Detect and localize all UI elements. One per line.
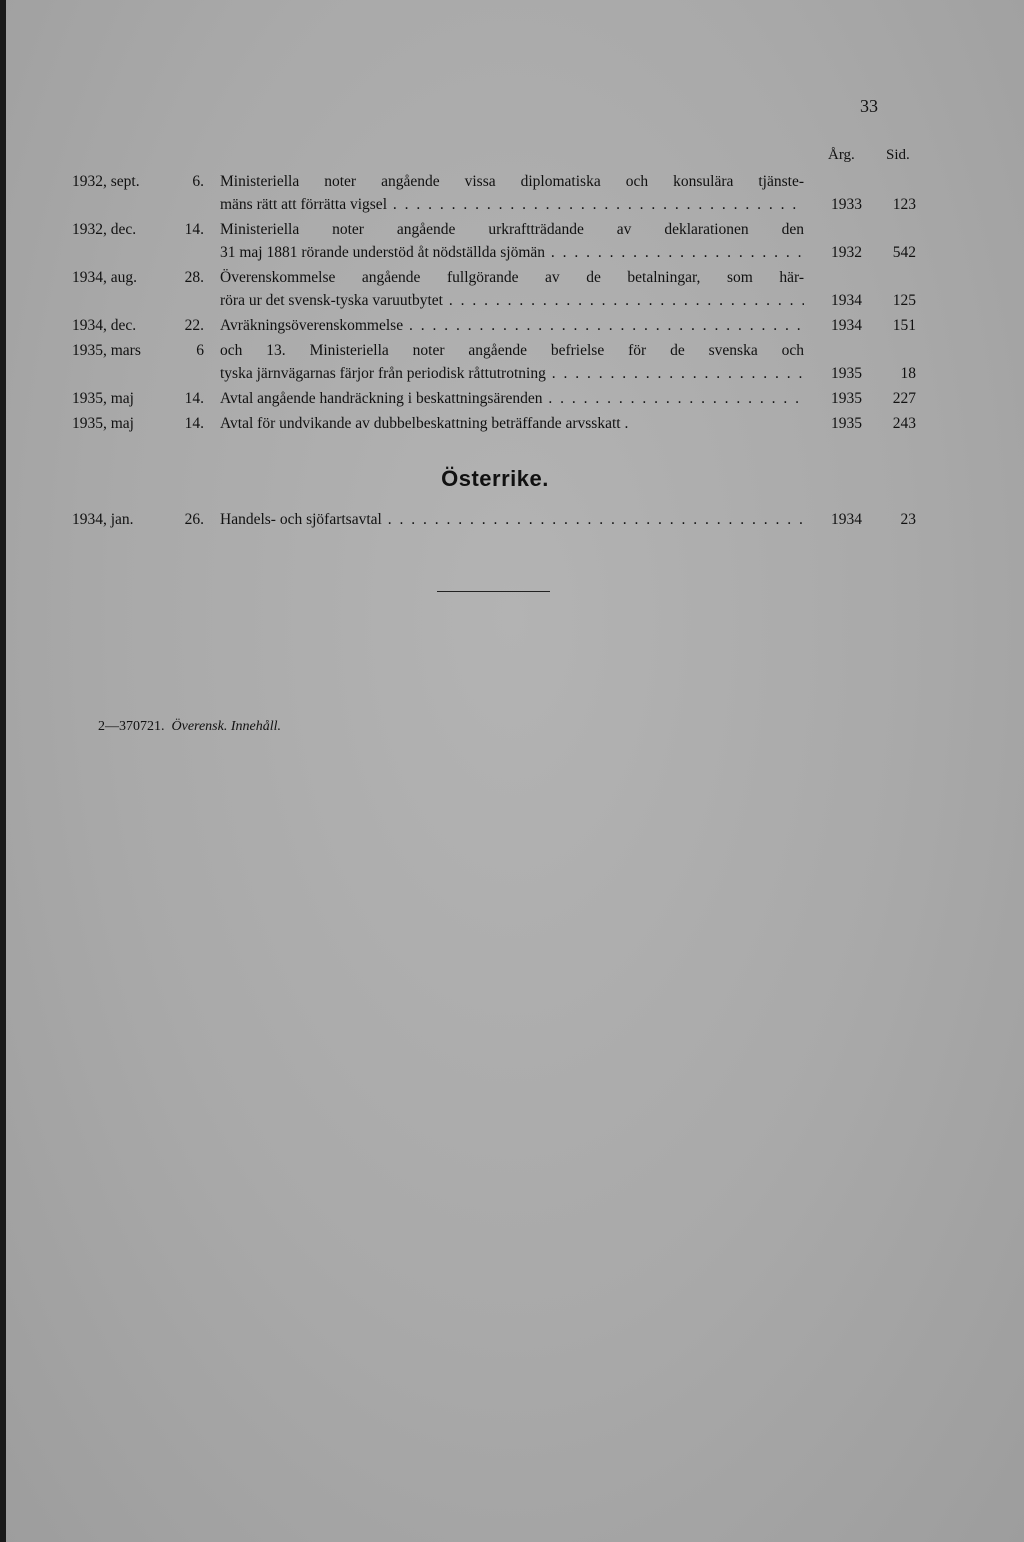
entry-page: 18 bbox=[900, 365, 916, 382]
entry-year: 1935 bbox=[831, 365, 862, 382]
entry-title-line: röra ur det svensk-tyska varuutbytet . . . bbox=[220, 289, 804, 312]
entry-title-line: mäns rätt att förrätta vigsel . . . bbox=[220, 193, 804, 216]
entry-day: 14. bbox=[184, 221, 204, 238]
entry-title-line: Ministeriella noter angående urkraftträdande av deklarationen den bbox=[220, 221, 804, 238]
entry-year: 1934 bbox=[831, 511, 862, 528]
footer-text: Överensk. Innehåll. bbox=[171, 719, 281, 734]
entry-page: 542 bbox=[892, 244, 916, 261]
entry-day: 14. bbox=[184, 415, 204, 432]
treaty-entry bbox=[0, 218, 1024, 264]
entry-title-line: tyska järnvägarnas färjor från periodisk råttutrotning . . . bbox=[220, 362, 804, 385]
treaty-entry bbox=[0, 412, 1024, 435]
entry-page: 151 bbox=[892, 317, 916, 334]
treaty-entry bbox=[0, 170, 1024, 216]
entry-title-line: 31 maj 1881 rörande understöd åt nödställda sjömän . . . bbox=[220, 241, 804, 264]
entry-date: 1934, jan. bbox=[72, 511, 134, 528]
entry-title-line: Ministeriella noter angående vissa diplomatiska och konsulära tjänste- bbox=[220, 173, 804, 190]
entry-date: 1935, maj bbox=[72, 415, 134, 432]
section-heading: Österrike. bbox=[441, 466, 549, 491]
entry-year: 1932 bbox=[831, 244, 862, 261]
entry-title-line: Handels- och sjöfartsavtal . . . bbox=[220, 508, 804, 531]
entry-date: 1935, maj bbox=[72, 390, 134, 407]
footer-code: 2—370721. bbox=[98, 719, 165, 734]
entry-day: 14. bbox=[184, 390, 204, 407]
entry-page: 243 bbox=[892, 415, 916, 432]
treaty-entry bbox=[0, 339, 1024, 385]
entry-title-line: Överenskommelse angående fullgörande av de betalningar, som här- bbox=[220, 269, 804, 286]
entry-page: 227 bbox=[892, 390, 916, 407]
entry-date: 1935, mars bbox=[72, 342, 141, 359]
page-column-header: Sid. bbox=[886, 147, 910, 163]
treaty-entry bbox=[0, 266, 1024, 312]
entry-day: 26. bbox=[184, 511, 204, 528]
treaty-entry bbox=[0, 387, 1024, 410]
entry-year: 1933 bbox=[831, 196, 862, 213]
entry-date: 1932, dec. bbox=[72, 221, 137, 238]
entry-day: 6. bbox=[192, 173, 204, 190]
treaty-entry bbox=[0, 314, 1024, 337]
entry-year: 1934 bbox=[831, 317, 862, 334]
entry-year: 1934 bbox=[831, 292, 862, 309]
treaty-entry bbox=[0, 508, 1024, 531]
treaty-list bbox=[0, 170, 1024, 435]
entry-day: 6 bbox=[196, 342, 204, 359]
entry-page: 125 bbox=[892, 292, 916, 309]
entry-date: 1934, dec. bbox=[72, 317, 137, 334]
entry-title-line: Avtal angående handräckning i beskattningsärenden . . . bbox=[220, 387, 804, 410]
entry-page: 23 bbox=[900, 511, 916, 528]
entry-date: 1934, aug. bbox=[72, 269, 138, 286]
entry-day: 28. bbox=[184, 269, 204, 286]
entry-title-line: Avtal för undvikande av dubbelbeskattning beträffande arvsskatt . bbox=[220, 415, 629, 432]
entry-day: 22. bbox=[184, 317, 204, 334]
entry-year: 1935 bbox=[831, 415, 862, 432]
entry-page: 123 bbox=[892, 196, 916, 213]
entry-title-line: och 13. Ministeriella noter angående befrielse för de svenska och bbox=[220, 342, 804, 359]
year-column-header: Årg. bbox=[828, 147, 855, 163]
section-treaty-list bbox=[0, 508, 1024, 531]
entry-date: 1932, sept. bbox=[72, 173, 140, 190]
page-number: 33 bbox=[860, 96, 878, 116]
entry-title-line: Avräkningsöverenskommelse . . . bbox=[220, 314, 804, 337]
entry-year: 1935 bbox=[831, 390, 862, 407]
end-rule bbox=[437, 591, 550, 592]
footer-imprint bbox=[98, 719, 281, 735]
